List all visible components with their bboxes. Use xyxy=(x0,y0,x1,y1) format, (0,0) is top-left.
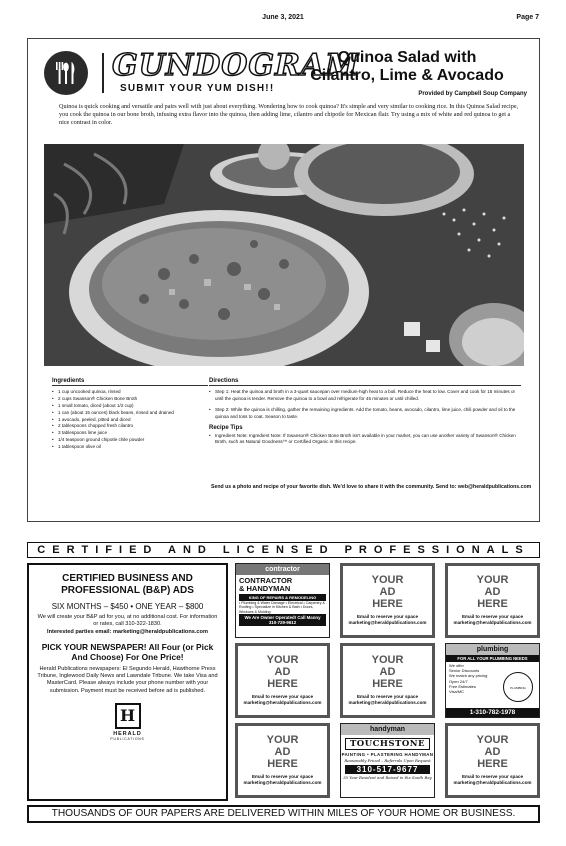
page-number: Page 7 xyxy=(516,14,539,21)
plumbing-seal: PLUMBING xyxy=(503,672,533,702)
herald-logo-name: HERALD xyxy=(113,730,142,737)
contractor-name-2: & HANDYMAN xyxy=(239,583,291,593)
herald-logo-sub: PUBLICATIONS xyxy=(110,736,145,741)
handyman-phone: 310-517-9677 xyxy=(345,765,430,774)
ingredient-item: • 3 tablespoons lime juice xyxy=(52,430,208,437)
ingredient-item: • 2 tablespoons chopped fresh cilantro xyxy=(52,423,208,430)
ad-slot-placeholder[interactable] xyxy=(235,723,330,798)
recipe-title xyxy=(287,49,527,84)
placeholder-line: HERE xyxy=(372,598,403,611)
placeholder-text xyxy=(448,734,537,770)
placeholder-note: Email to reserve your space marketing@heraldpublications.com xyxy=(243,694,322,706)
placeholder-line: HERE xyxy=(267,678,298,691)
ad-slot-contractor[interactable] xyxy=(235,563,330,638)
placeholder-line: HERE xyxy=(477,598,508,611)
placeholder-note: Email to reserve your space marketing@heraldpublications.com xyxy=(243,774,322,786)
placeholder-note: Email to reserve your space marketing@heraldpublications.com xyxy=(348,614,427,626)
bp-ads-pricing: SIX MONTHS – $450 • ONE YEAR – $800 xyxy=(51,602,204,611)
bp-ads-info-box xyxy=(27,563,228,801)
placeholder-line: AD xyxy=(274,746,291,759)
herald-logo: H xyxy=(115,703,141,729)
handyman-services: PAINTING • PLASTERING HANDYMAN xyxy=(341,752,434,757)
placeholder-line: HERE xyxy=(372,678,403,691)
fork-spoon-knife-icon xyxy=(44,51,88,95)
plumbing-line: We offer xyxy=(449,663,464,668)
placeholder-line: YOUR xyxy=(476,734,509,746)
placeholder-text xyxy=(343,574,432,610)
placeholder-line: YOUR xyxy=(476,574,509,586)
plumbing-phone: 1-310-782-1978 xyxy=(446,708,539,717)
footer-banner: THOUSANDS OF OUR PAPERS ARE DELIVERED WITHIN MILES OF YOUR HOME OR BUSINESS. xyxy=(27,805,540,823)
brand-wordmark: GUNDOGRAM xyxy=(112,48,360,83)
ingredient-item: • 1 cup uncooked quinoa, rinsed xyxy=(52,389,208,396)
plumbing-line: Free Estimates xyxy=(449,683,476,689)
ad-slot-plumbing[interactable] xyxy=(445,643,540,718)
plumbing-line: We match any pricing xyxy=(449,673,488,679)
plumbing-line: Visa/MC xyxy=(449,688,465,694)
papers-note: Herald Publications newspapers: El Segundo Herald, Hawthorne Press Tribune, Inglewood Daily News and Lawndale Tribune. We take Visa and MasterCard. Please always include your phone number with your submission. Payment must be received before ad is published. xyxy=(37,665,218,694)
handyman-ad-body xyxy=(341,738,434,780)
placeholder-line: HERE xyxy=(477,758,508,771)
ad-slot-placeholder[interactable] xyxy=(445,563,540,638)
provided-by: Provided by Campbell Soup Company xyxy=(418,91,527,97)
placeholder-note: Email to reserve your space marketing@heraldpublications.com xyxy=(453,774,532,786)
placeholder-line: AD xyxy=(379,666,396,679)
title-line-1: Quinoa Salad with xyxy=(337,49,477,66)
pick-newspaper-heading: PICK YOUR NEWSPAPER! All Four (or Pick And Choose) For One Price! xyxy=(41,641,214,663)
placeholder-line: AD xyxy=(274,666,291,679)
placeholder-text xyxy=(238,654,327,690)
plumbing-details xyxy=(446,662,501,695)
recipe-card xyxy=(27,38,540,522)
ingredient-item: • 1/4 teaspoon ground chipotle chile powder xyxy=(52,437,208,444)
direction-step: • Step 2: While the quinoa is chilling, gather the remaining ingredients. Add the tomato, beans, avocado, cilantro, lime juice, chili powder and oil to the quinoa and toss to coat. Season to taste. xyxy=(209,407,521,421)
recipe-tip: • Ingredient Note: Ingredient Note: If Swanson® Chicken Bone Broth isn't available in your market, you can use another variety of Swanson® Chicken Broth, such as Natural Goodness™ or Certified Organic in this recipe. xyxy=(209,433,521,447)
placeholder-line: YOUR xyxy=(266,734,299,746)
brand-tagline: SUBMIT YOUR YUM DISH!! xyxy=(120,83,275,94)
contractor-services: • Plumbing & Water Damage • Electrical • Carpentry & Roofing • Specialize in Kitchen & Bath • Doors, Windows & Molding xyxy=(239,601,325,614)
contractor-tagline: KING OF REPAIRS & REMODELING xyxy=(239,594,326,601)
logo-divider xyxy=(102,53,104,93)
ingredients-list xyxy=(52,389,208,451)
placeholder-line: YOUR xyxy=(371,654,404,666)
placeholder-text xyxy=(448,574,537,610)
bp-ads-heading: CERTIFIED BUSINESS AND PROFESSIONAL (B&P) ADS xyxy=(61,573,194,596)
ingredient-item: • 1 can (about 15 ounces) black beans, rinsed and drained xyxy=(52,410,208,417)
handyman-tagline: Reasonably Priced – Referrals Upon Request xyxy=(344,758,431,763)
recipe-photo xyxy=(44,144,524,366)
placeholder-line: HERE xyxy=(267,758,298,771)
bp-ads-create-note: We will create your B&P ad for you, at no additional cost. For information or rates, call 310-322-1830. xyxy=(37,614,218,628)
issue-date: June 3, 2021 xyxy=(262,14,304,21)
ad-slot-placeholder[interactable] xyxy=(340,643,435,718)
ad-slot-handyman[interactable] xyxy=(340,723,435,798)
plumbing-line: Open 24/7 xyxy=(449,678,468,684)
ad-slot-placeholder[interactable] xyxy=(340,563,435,638)
placeholder-note: Email to reserve your space marketing@heraldpublications.com xyxy=(453,614,532,626)
direction-step: • Step 1: Heat the quinoa and broth in a 3-quart saucepan over medium-high heat to a boil. Reduce the heat to low. Cover and cook for 15 minutes or until the quinoa is tender. Remove the quinoa to a bowl and refrigerate for 45 minutes or until chilled. xyxy=(209,389,521,403)
ad-category-label: contractor xyxy=(236,564,329,575)
placeholder-text xyxy=(343,654,432,690)
plumbing-header: FOR ALL YOUR PLUMBING NEEDS xyxy=(446,655,539,662)
submit-call-to-action: Send us a photo and recipe of your favorite dish. We'd love to share it with the community. Send to: web@heraldpublications.com xyxy=(211,484,532,490)
ingredient-item: • 1 small tomato, diced (about 1/2 cup) xyxy=(52,403,208,410)
ad-category-label: plumbing xyxy=(446,644,539,655)
placeholder-text xyxy=(238,734,327,770)
contractor-name-1: CONTRACTOR xyxy=(239,576,293,585)
placeholder-line: AD xyxy=(379,586,396,599)
title-line-2: Cilantro, Lime & Avocado xyxy=(310,66,504,84)
contractor-ad-body xyxy=(236,575,329,628)
ingredient-item: • 1 tablespoon olive oil xyxy=(52,444,208,451)
bp-ads-email-note: Interested parties email: marketing@heraldpublications.com xyxy=(47,628,208,635)
ad-slot-placeholder[interactable] xyxy=(445,723,540,798)
placeholder-note: Email to reserve your space marketing@heraldpublications.com xyxy=(348,694,427,706)
placeholder-line: YOUR xyxy=(266,654,299,666)
directions-heading: Directions xyxy=(209,378,521,386)
section-banner: CERTIFIED AND LICENSED PROFESSIONALS xyxy=(27,542,540,558)
placeholder-line: AD xyxy=(484,586,501,599)
ingredients-section xyxy=(52,378,208,451)
plumbing-line: Senior Discounts xyxy=(449,668,480,674)
handyman-footer: 35 Year Resident and Raised in the South Bay xyxy=(343,775,432,780)
ad-slot-placeholder[interactable] xyxy=(235,643,330,718)
recipe-intro: Quinoa is quick cooking and versatile and pairs well with just about everything. Wondering how to cook quinoa? It's simple and very similar to cooking rice. In this Quinoa Salad recipe, you cook the quinoa in our bone broth, infusing extra flavor into the quinoa, then adding lime, cilantro and chipotle for Mexican flair. Try using a mix of white and red quinoa to get a nice contrast in color. xyxy=(59,103,519,127)
contractor-contact: We Are Owner Operated! Call Manny 310-729-9612 xyxy=(239,614,326,626)
ad-category-label: handyman xyxy=(341,724,434,735)
placeholder-line: YOUR xyxy=(371,574,404,586)
ingredient-item: • 1 avocado, peeled, pitted and diced xyxy=(52,417,208,424)
placeholder-line: AD xyxy=(484,746,501,759)
ingredients-heading: Ingredients xyxy=(52,378,208,386)
handyman-name: TOUCHSTONE xyxy=(345,738,430,750)
ingredient-item: • 2 cups Swanson® Chicken Bone Broth xyxy=(52,396,208,403)
tips-heading: Recipe Tips xyxy=(209,424,243,431)
directions-section xyxy=(209,378,521,450)
